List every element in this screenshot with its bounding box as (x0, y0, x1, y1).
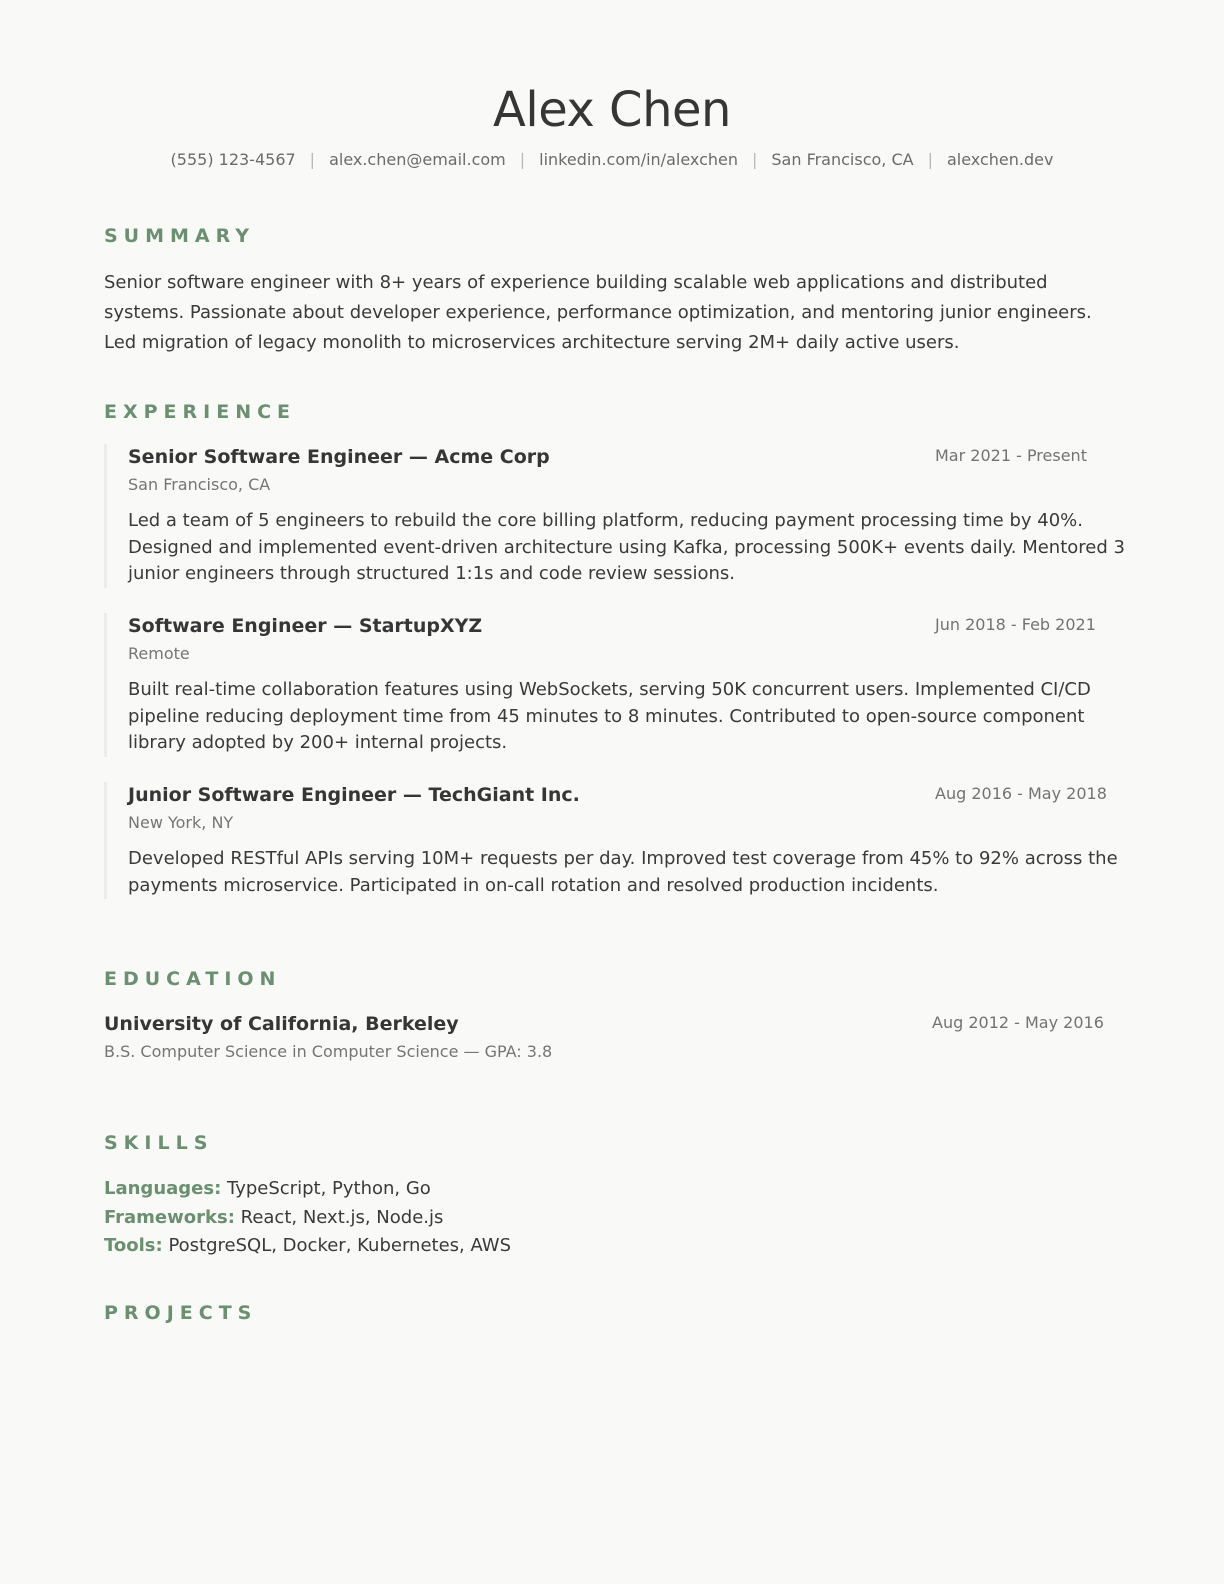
section-title-projects: PROJECTS (104, 1302, 258, 1324)
separator: | (309, 150, 316, 169)
degree: B.S. Computer Science in Computer Science — GPA: 3.8 (104, 1042, 553, 1061)
job-dates: Mar 2021 - Present (935, 446, 1087, 465)
summary-text: Senior software engineer with 8+ years of experience building scalable web applications and distributed systems. Passionate about developer experience, performance optimization, and mentoring junior engineers. Led migration of legacy monolith to microservices architecture serving 2M+ daily active users. (104, 272, 1092, 353)
separator: | (519, 150, 526, 169)
job-location: Remote (128, 644, 190, 663)
experience-item (104, 613, 1114, 757)
job-title: Junior Software Engineer — TechGiant Inc. (128, 784, 580, 806)
job-description: Developed RESTful APIs serving 10M+ requests per day. Improved test coverage from 45% to 92% across the payments microservice. Participated in on-call rotation and resolved production incidents. (128, 848, 1118, 896)
experience-item (104, 444, 1125, 588)
job-description: Led a team of 5 engineers to rebuild the core billing platform, reducing payment processing time by 40%. Designed and implemented event-driven architecture using Kafka, processing 500K+ events daily. Mentored 3 junior engineers through structured 1:1s and code review sessions. (128, 510, 1125, 584)
contact-linkedin[interactable]: linkedin.com/in/alexchen (539, 150, 738, 169)
contact-phone: (555) 123-4567 (170, 150, 296, 169)
skill-row (104, 1204, 511, 1233)
skill-value: PostgreSQL, Docker, Kubernetes, AWS (168, 1235, 512, 1256)
section-title-summary: SUMMARY (104, 225, 255, 247)
section-title-skills: SKILLS (104, 1132, 214, 1154)
experience-item (104, 782, 1118, 899)
section-title-experience: EXPERIENCE (104, 401, 297, 423)
skill-row (104, 1232, 511, 1261)
skill-value: TypeScript, Python, Go (227, 1178, 431, 1199)
job-location: New York, NY (128, 813, 234, 832)
job-description: Built real-time collaboration features using WebSockets, serving 50K concurrent users. Implemented CI/CD pipeline reducing deployment time from 45 minutes to 8 minutes. Contributed to open-source component library adopted by 200+ internal projects. (128, 679, 1091, 753)
contact-location: San Francisco, CA (771, 150, 914, 169)
skill-label: Languages: (104, 1178, 222, 1199)
contact-email[interactable]: alex.chen@email.com (329, 150, 506, 169)
contact-line (0, 149, 1224, 171)
skill-value: React, Next.js, Node.js (240, 1206, 444, 1228)
skill-label: Tools: (104, 1235, 163, 1256)
skill-label: Frameworks: (104, 1206, 235, 1228)
skills-list (104, 1175, 511, 1261)
section-title-education: EDUCATION (104, 968, 282, 990)
education-item (104, 1011, 1114, 1063)
contact-website[interactable]: alexchen.dev (946, 150, 1054, 169)
job-title: Senior Software Engineer — Acme Corp (128, 446, 550, 468)
separator: | (927, 150, 933, 169)
separator: | (751, 150, 758, 169)
skill-row (104, 1175, 511, 1204)
job-title: Software Engineer — StartupXYZ (128, 615, 483, 637)
candidate-name: Alex Chen (493, 82, 731, 138)
education-dates: Aug 2012 - May 2016 (932, 1013, 1104, 1032)
school-name: University of California, Berkeley (104, 1013, 459, 1035)
job-location: San Francisco, CA (128, 475, 271, 494)
job-dates: Jun 2018 - Feb 2021 (935, 615, 1096, 634)
job-dates: Aug 2016 - May 2018 (935, 784, 1107, 803)
